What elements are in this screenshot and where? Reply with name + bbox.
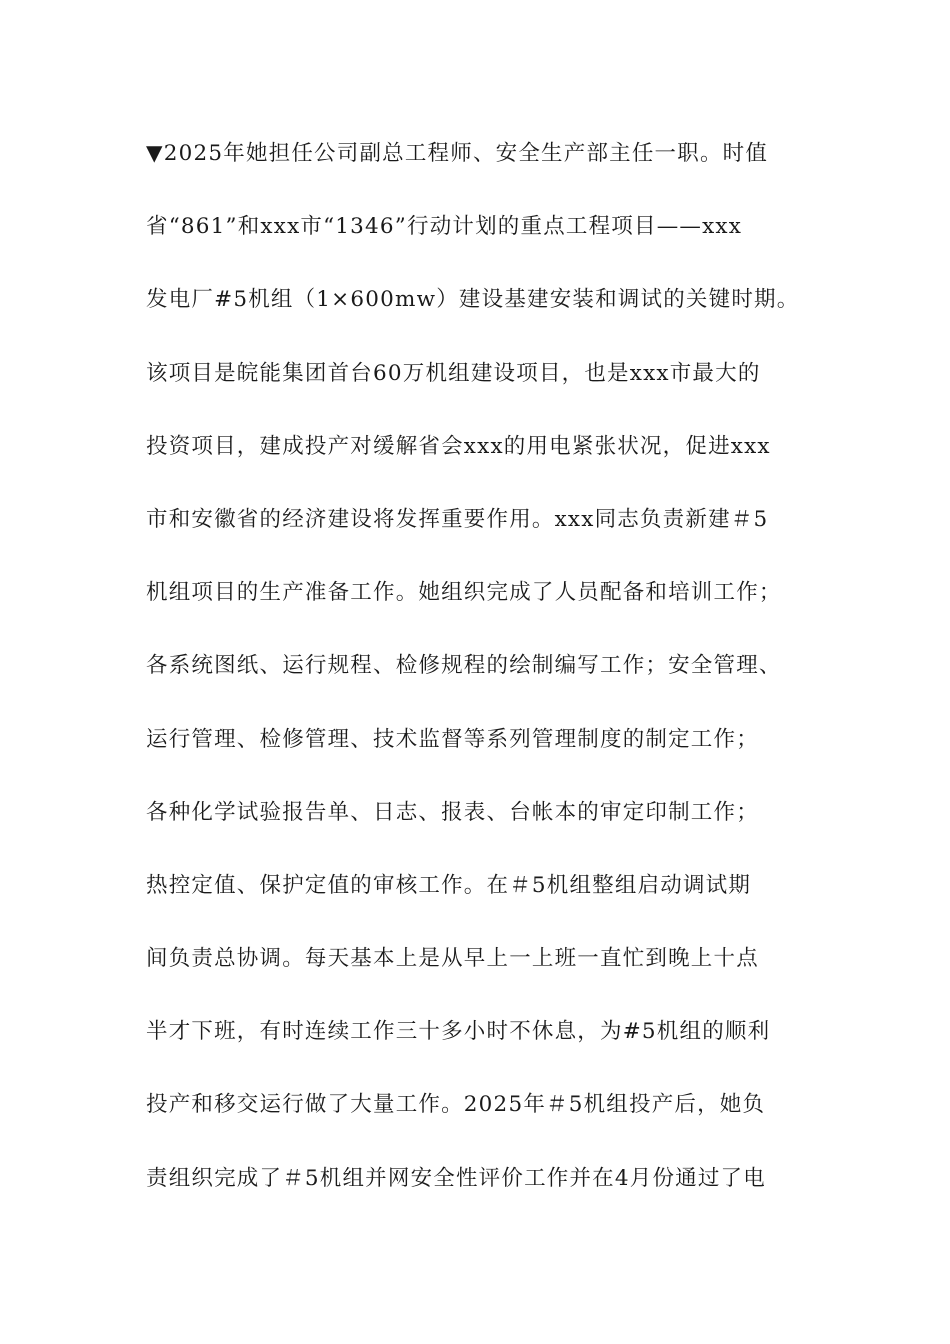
text-line: 运行管理、检修管理、技术监督等系列管理制度的制定工作； [146,726,759,752]
text-line: 市和安徽省的经济建设将发挥重要作用。xxx同志负责新建＃5 [146,506,769,532]
text-line: 投产和移交运行做了大量工作。2025年＃5机组投产后，她负 [146,1092,766,1118]
text-line: 热控定值、保护定值的审核工作。在＃5机组整组启动调试期 [146,872,752,898]
text-line: 责组织完成了＃5机组并网安全性评价工作并在4月份通过了电 [146,1165,766,1191]
text-line: ▼2025年她担任公司副总工程师、安全生产部主任一职。时值 [146,141,769,166]
text-line: 各系统图纸、运行规程、检修规程的绘制编写工作；安全管理、 [146,653,782,679]
text-line: 各种化学试验报告单、日志、报表、台帐本的审定印制工作； [146,799,759,825]
text-line: 省“861”和xxx市“1346”行动计划的重点工程项目——xxx [146,214,743,240]
text-line: 发电厂#5机组（1×600mw）建设基建安装和调试的关键时期。 [146,287,800,313]
text-line: 投资项目，建成投产对缓解省会xxx的用电紧张状况，促进xxx [146,433,771,459]
text-line: 该项目是皖能集团首台60万机组建设项目，也是xxx市最大的 [146,360,761,386]
text-line: 机组项目的生产准备工作。她组织完成了人员配备和培训工作； [146,580,782,606]
text-line: 间负责总协调。每天基本上是从早上一上班一直忙到晚上十点 [146,946,759,972]
body-text [146,131,826,1229]
text-line: 半才下班，有时连续工作三十多小时不休息，为#5机组的顺利 [146,1019,771,1045]
